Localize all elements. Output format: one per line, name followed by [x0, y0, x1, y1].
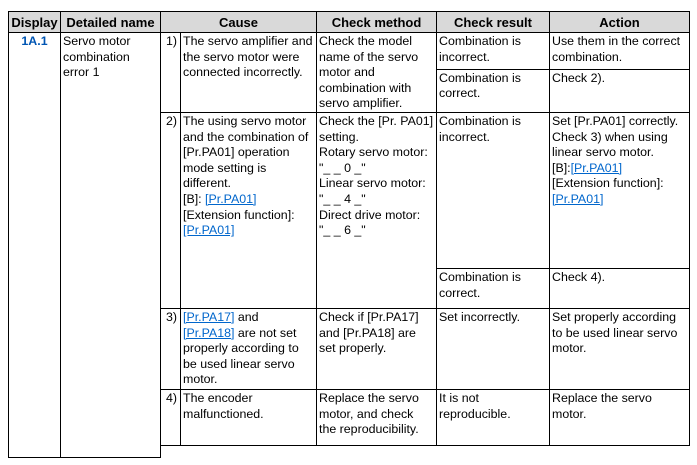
- action-text: [550, 112, 690, 268]
- cause-text: The servo amplifier and the servo motor were connected incorrectly.: [181, 33, 317, 113]
- header-detailed-name: Detailed name: [61, 12, 161, 33]
- pr-pa18-link[interactable]: [Pr.PA18]: [183, 325, 235, 340]
- pr-pa01-link[interactable]: [Pr.PA01]: [205, 191, 257, 206]
- cause-description: The using servo motor and the combination of [Pr.PA01] operation mode setting is different.: [183, 113, 309, 191]
- check-result-text: Combination is incorrect.: [437, 33, 550, 70]
- check-method-text: Check if [Pr.PA17] and [Pr.PA18] are set properly.: [317, 308, 437, 389]
- cause-description: are not set properly according to be used linear servo motor.: [183, 325, 299, 387]
- check-line-direct-label: Direct drive motor:: [319, 207, 421, 222]
- pr-pa01-link[interactable]: [Pr.PA01]: [552, 191, 604, 206]
- action-text: Check 4).: [550, 268, 690, 308]
- cause-number: 1): [161, 33, 181, 113]
- alarm-display-code: 1A.1: [9, 33, 61, 458]
- cause-text: [181, 112, 317, 308]
- basic-label: [B]:: [183, 191, 206, 206]
- alarm-detailed-name: Servo motor combination error 1: [61, 33, 161, 458]
- check-line-rotary-value: "_ _ 0 _": [319, 160, 366, 175]
- action-description: Set [Pr.PA01] correctly. Check 3) when using linear servo motor.: [552, 113, 679, 160]
- check-line-linear-value: "_ _ 4 _": [319, 191, 366, 206]
- cause-number: 2): [161, 112, 181, 308]
- cause-number: 3): [161, 308, 181, 389]
- extension-function-label: [Extension function]:: [183, 207, 295, 222]
- check-result-text: Combination is incorrect.: [437, 112, 550, 268]
- check-result-text: Combination is correct.: [437, 268, 550, 308]
- action-text: Use them in the correct combination.: [550, 33, 690, 70]
- check-method-text: Check the model name of the servo motor and combination with servo amplifier.: [317, 33, 437, 113]
- cause-number: 4): [161, 389, 181, 445]
- cause-text: The encoder malfunctioned.: [181, 389, 317, 445]
- action-text: Set properly according to be used linear servo motor.: [550, 308, 690, 389]
- header-row: [9, 12, 690, 33]
- check-result-text: It is not reproducible.: [437, 389, 550, 445]
- pr-pa17-link[interactable]: [Pr.PA17]: [183, 309, 235, 324]
- pr-pa01-link[interactable]: [Pr.PA01]: [183, 223, 235, 238]
- basic-label: [B]:: [552, 160, 571, 175]
- check-line-linear-label: Linear servo motor:: [319, 176, 426, 191]
- check-result-text: Combination is correct.: [437, 69, 550, 112]
- table-row: [9, 33, 690, 70]
- action-text: Check 2).: [550, 69, 690, 112]
- check-intro: Check the [Pr. PA01] setting.: [319, 113, 434, 144]
- action-text: Replace the servo motor.: [550, 389, 690, 445]
- alarm-table: [8, 11, 690, 458]
- header-check-result: Check result: [437, 12, 550, 33]
- check-method-text: Replace the servo motor, and check the reproducibility.: [317, 389, 437, 445]
- check-line-rotary-label: Rotary servo motor:: [319, 145, 428, 160]
- cause-text: [181, 308, 317, 389]
- header-check-method: Check method: [317, 12, 437, 33]
- extension-function-label: [Extension function]:: [552, 176, 664, 191]
- check-result-text: Set incorrectly.: [437, 308, 550, 389]
- check-method-text: [317, 112, 437, 308]
- header-display: Display: [9, 12, 61, 33]
- header-action: Action: [550, 12, 690, 33]
- check-line-direct-value: "_ _ 6 _": [319, 223, 366, 238]
- pr-pa01-link[interactable]: [Pr.PA01]: [570, 160, 623, 175]
- cause-connector: and: [234, 309, 259, 324]
- header-cause: Cause: [161, 12, 317, 33]
